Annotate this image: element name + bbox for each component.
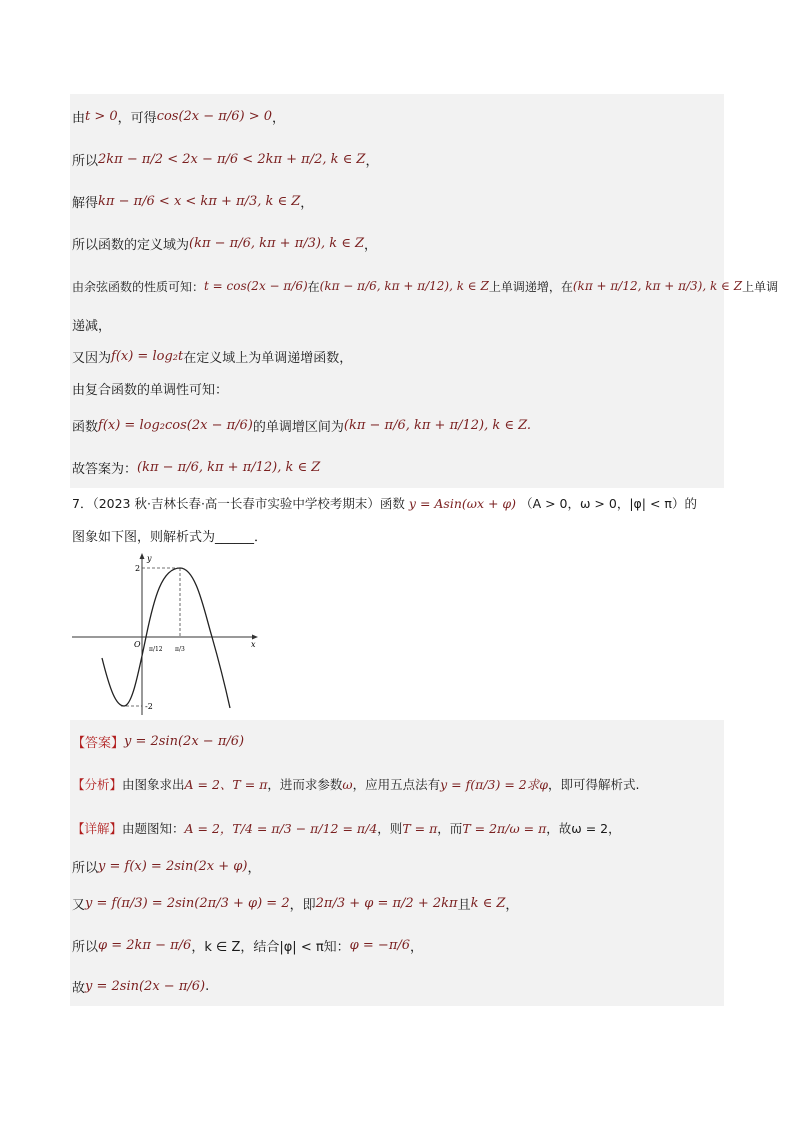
math: y = f(x) = 2sin(2x + φ): [98, 858, 248, 874]
text: 由余弦函数的性质可知：: [72, 279, 205, 294]
text: ，: [365, 153, 379, 169]
text: 在: [307, 279, 320, 294]
math: φ = −π/6: [349, 937, 411, 953]
text: 所以: [72, 939, 99, 955]
math: ω: [342, 776, 353, 792]
text: 递减，: [72, 318, 112, 334]
math: (kπ − π/6, kπ + π/12), k ∈ Z: [319, 279, 489, 293]
text: ，即: [289, 897, 316, 913]
text: 故答案为：: [72, 461, 138, 477]
math: T = 2π/ω = π: [462, 820, 547, 836]
text: ，故ω = 2，: [546, 821, 621, 836]
text: 上单调: [742, 279, 779, 294]
sine-curve: [102, 568, 230, 708]
text: ，: [410, 939, 424, 955]
detail-line-1: [70, 806, 724, 850]
solution-line-5: [70, 264, 779, 308]
text: ，进而求参数: [267, 777, 343, 792]
math: (kπ − π/6, kπ + π/3), k ∈ Z: [189, 235, 365, 251]
math: cos(2x − π/6) > 0: [156, 108, 272, 124]
text: 故: [72, 980, 86, 996]
solution-line-6: [70, 308, 724, 340]
text: ，k ∈ Z，结合|φ| < π知：: [191, 939, 350, 955]
math: f(x) = log₂cos(2x − π/6): [98, 417, 253, 433]
math: kπ − π/6 < x < kπ + π/3, k ∈ Z: [98, 193, 301, 209]
text: 上单调递增，在: [488, 279, 573, 294]
text: ，而: [437, 821, 463, 836]
solution-line-10: [70, 446, 724, 488]
text: ，: [505, 897, 519, 913]
sine-graph: [70, 550, 265, 720]
math: (kπ + π/12, kπ + π/3), k ∈ Z: [572, 279, 743, 293]
math: y = 2sin(2x − π/6): [124, 733, 245, 749]
y-axis-arrow: [140, 553, 145, 559]
solution-line-3: [70, 180, 724, 222]
answer-line: [70, 720, 724, 762]
math: t > 0: [85, 108, 118, 124]
solution-line-9: [70, 404, 724, 446]
question-line-1: [72, 494, 697, 512]
text: ，: [272, 110, 286, 126]
analysis-tag: 【分析】: [72, 777, 123, 792]
text: ，可得: [117, 110, 157, 126]
text: 在定义域上为单调递增函数，: [183, 350, 353, 366]
text: ，应用五点法有: [352, 777, 441, 792]
text: （A > 0，ω > 0，|φ| < π）的: [520, 496, 697, 511]
text: 所以函数的定义域为: [72, 237, 190, 253]
text: 又: [72, 897, 86, 913]
text: .: [205, 978, 210, 994]
text: 解得: [72, 195, 99, 211]
detail-line-3: [70, 882, 724, 924]
math: y = f(π/3) = 2sin(2π/3 + φ) = 2: [85, 895, 290, 911]
math: (kπ − π/6, kπ + π/12), k ∈ Z.: [343, 417, 532, 433]
text: ，: [247, 860, 261, 876]
x-tick-pi-3: π/3: [175, 646, 185, 653]
x-tick-pi-12: π/12: [149, 646, 163, 653]
math: A = 2，T/4 = π/3 − π/12 = π/4: [184, 821, 378, 836]
analysis-line: [70, 762, 724, 806]
math: y = Asin(ωx + φ): [408, 496, 517, 511]
y-max-label: 2: [135, 564, 141, 573]
math: 2π/3 + φ = π/2 + 2kπ: [315, 895, 458, 911]
detail-line-2: [70, 850, 724, 882]
answer-tag: 【答案】: [72, 735, 125, 751]
text: 所以: [72, 153, 99, 169]
math: (kπ − π/6, kπ + π/12), k ∈ Z: [137, 459, 321, 475]
text: 且: [457, 897, 471, 913]
text: ，: [300, 195, 314, 211]
math: A = 2、T = π: [184, 777, 268, 792]
detail-tag: 【详解】: [72, 821, 123, 836]
text: 图象如下图，则解析式为______．: [72, 530, 268, 545]
math: f(x) = log₂t: [111, 348, 184, 364]
math: 2kπ − π/2 < 2x − π/6 < 2kπ + π/2, k ∈ Z: [98, 151, 366, 167]
solution-line-4: [70, 222, 724, 264]
text: 由图象求出: [122, 777, 185, 792]
math: t = cos(2x − π/6): [204, 279, 308, 293]
math: k ∈ Z: [470, 895, 506, 911]
solution-line-1: [70, 94, 724, 138]
detail-line-4: [70, 924, 724, 966]
solution-line-2: [70, 138, 724, 180]
y-min-label: -2: [145, 702, 153, 711]
math: y = f(π/3) = 2求φ: [440, 777, 549, 792]
text: ，: [364, 237, 378, 253]
y-axis-label: y: [147, 554, 152, 563]
question-line-2: [72, 526, 267, 545]
x-axis-label: x: [251, 640, 256, 649]
text: 7．（2023 秋·吉林长春·高一长春市实验中学校考期末）函数: [72, 496, 405, 511]
text: 函数: [72, 419, 99, 435]
text: 又因为: [72, 350, 112, 366]
text: ，即可得解析式.: [548, 777, 640, 792]
text: 由: [72, 110, 86, 126]
math: φ = 2kπ − π/6: [98, 937, 192, 953]
origin-label: O: [134, 640, 141, 649]
text: 的单调增区间为: [252, 419, 344, 435]
text: 由复合函数的单调性可知：: [72, 382, 229, 398]
math: y = 2sin(2x − π/6): [85, 978, 206, 994]
detail-line-5: [70, 966, 724, 1006]
x-axis-arrow: [252, 635, 258, 640]
solution-line-8: [70, 372, 724, 404]
text: 由题图知：: [122, 821, 185, 836]
math: T = π: [402, 820, 438, 836]
text: 所以: [72, 860, 99, 876]
solution-line-7: [70, 340, 724, 372]
text: ，则: [377, 821, 403, 836]
